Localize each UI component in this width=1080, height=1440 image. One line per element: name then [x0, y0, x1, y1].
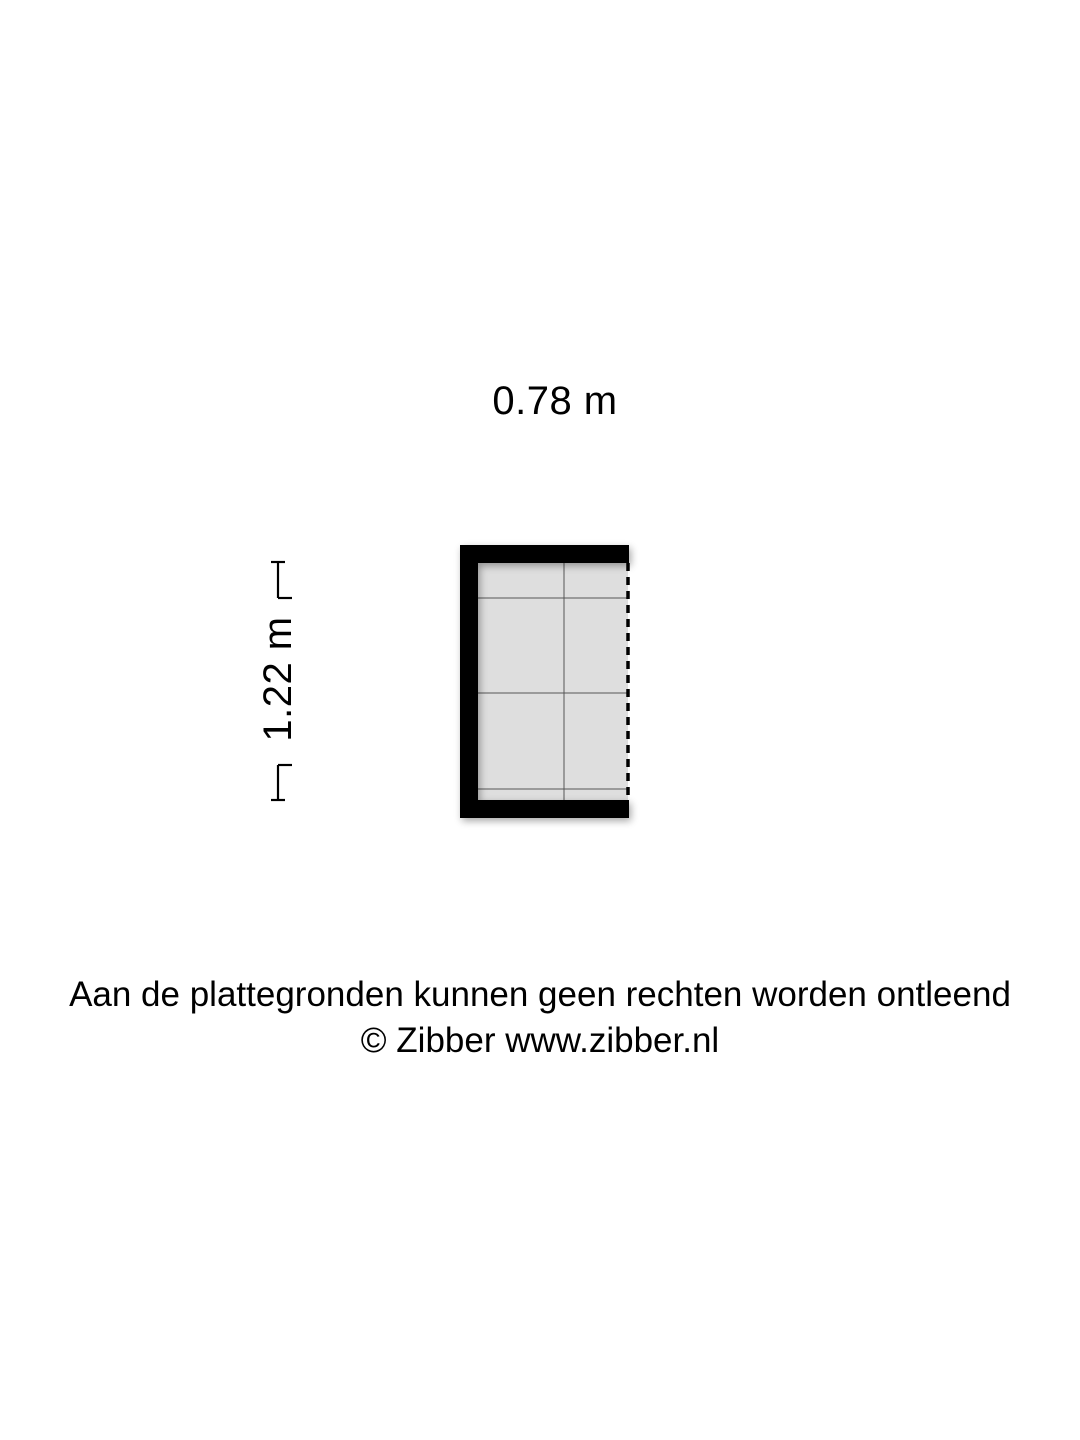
- wall-bottom: [460, 800, 629, 818]
- room-floorplan: [440, 530, 650, 840]
- room-floor: [478, 563, 628, 800]
- wall-top: [460, 545, 629, 563]
- disclaimer-text: Aan de plattegronden kunnen geen rechten worden ontleend: [69, 975, 1011, 1014]
- width-dimension-label: 0.78 m: [492, 379, 618, 423]
- footer: [0, 972, 1080, 1064]
- wall-left: [460, 545, 478, 818]
- copyright-text: © Zibber www.zibber.nl: [360, 1021, 720, 1060]
- height-dimension-label: 1.22 m: [256, 616, 300, 742]
